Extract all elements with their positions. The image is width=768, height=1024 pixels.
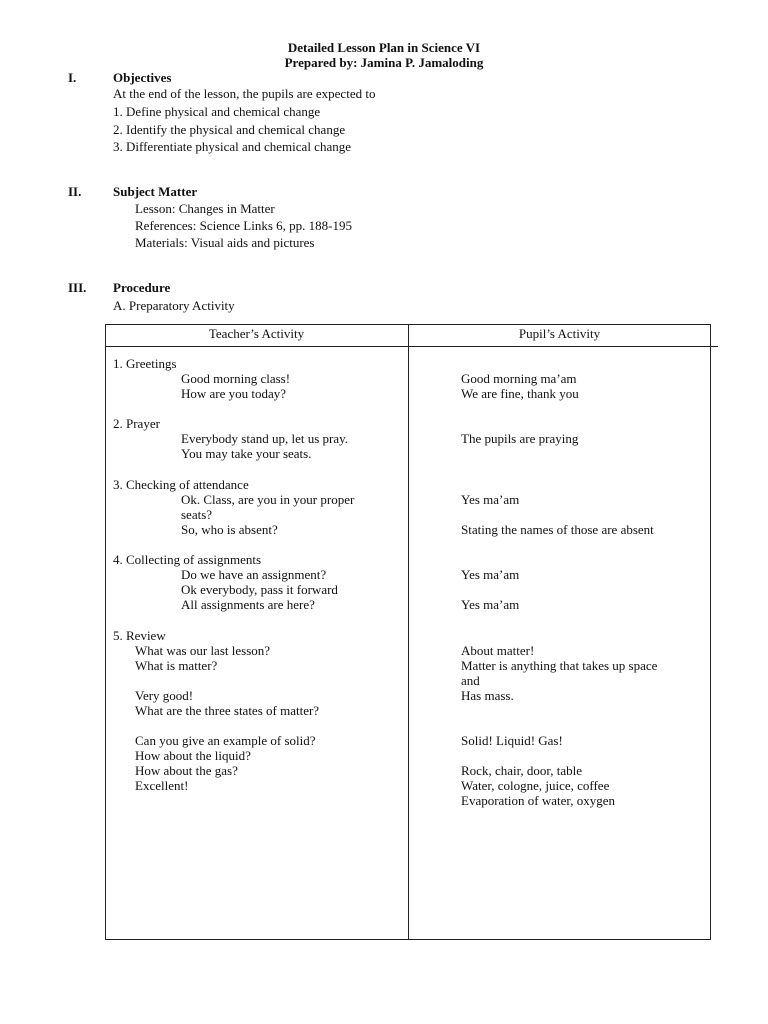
section-numeral-subject-matter: II. (68, 184, 82, 199)
teacher-item-heading: 2. Prayer (113, 416, 160, 431)
column-header-teacher: Teacher’s Activity (208, 326, 305, 341)
pupil-line: The pupils are praying (461, 431, 579, 446)
pupil-line: Water, cologne, juice, coffee (461, 778, 610, 793)
teacher-line: Can you give an example of solid? (135, 733, 316, 748)
teacher-item-heading: 5. Review (113, 628, 166, 643)
teacher-line: Very good! (135, 688, 194, 703)
pupil-line: Good morning ma’am (461, 371, 577, 386)
teacher-line: Excellent! (135, 778, 189, 793)
teacher-item-heading: 4. Collecting of assignments (113, 552, 262, 567)
teacher-line: Good morning class! (181, 371, 291, 386)
teacher-line: Do we have an assignment? (181, 567, 327, 582)
teacher-line: Everybody stand up, let us pray. (181, 431, 349, 446)
pupil-line: Solid! Liquid! Gas! (461, 733, 563, 748)
objectives-intro: At the end of the lesson, the pupils are expected to (113, 86, 376, 101)
subject-references: References: Science Links 6, pp. 188-195 (135, 218, 352, 233)
teacher-line: You may take your seats. (181, 446, 312, 461)
subject-lesson: Lesson: Changes in Matter (135, 201, 275, 216)
teacher-line: So, who is absent? (181, 522, 278, 537)
pupil-line: Has mass. (461, 688, 514, 703)
pupil-line: About matter! (461, 643, 535, 658)
pupil-line: Rock, chair, door, table (461, 763, 582, 778)
objective-item: 3. Differentiate physical and chemical change (113, 139, 351, 154)
teacher-line: What is matter? (135, 658, 218, 673)
teacher-line: What was our last lesson? (135, 643, 271, 658)
pupil-line: We are fine, thank you (461, 386, 579, 401)
pupil-line: Yes ma’am (461, 567, 520, 582)
section-heading-subject-matter: Subject Matter (113, 184, 198, 199)
teacher-line: How about the gas? (135, 763, 238, 778)
table-column-divider (408, 324, 409, 940)
teacher-item-heading: 1. Greetings (113, 356, 177, 371)
teacher-line: What are the three states of matter? (135, 703, 320, 718)
procedure-subheading: A. Preparatory Activity (113, 298, 235, 313)
section-heading-objectives: Objectives (113, 70, 172, 85)
column-header-pupil: Pupil’s Activity (518, 326, 601, 341)
section-numeral-procedure: III. (68, 280, 87, 295)
pupil-line: Stating the names of those are absent (461, 522, 654, 537)
objective-item: 1. Define physical and chemical change (113, 104, 321, 119)
pupil-line: Evaporation of water, oxygen (461, 793, 615, 808)
pupil-line: and (461, 673, 480, 688)
pupil-line: Matter is anything that takes up space (461, 658, 658, 673)
teacher-line: Ok everybody, pass it forward (181, 582, 338, 597)
teacher-line: Ok. Class, are you in your proper (181, 492, 355, 507)
table-header-divider (105, 346, 718, 347)
teacher-line: How about the liquid? (135, 748, 251, 763)
objective-item: 2. Identify the physical and chemical change (113, 122, 346, 137)
document-title: Detailed Lesson Plan in Science VI (287, 40, 481, 55)
prepared-by: Prepared by: Jamina P. Jamaloding (284, 55, 484, 70)
section-numeral-objectives: I. (68, 70, 77, 85)
teacher-item-heading: 3. Checking of attendance (113, 477, 249, 492)
teacher-line: seats? (181, 507, 213, 522)
pupil-line: Yes ma’am (461, 597, 520, 612)
subject-materials: Materials: Visual aids and pictures (135, 235, 315, 250)
section-heading-procedure: Procedure (113, 280, 171, 295)
pupil-line: Yes ma’am (461, 492, 520, 507)
teacher-line: How are you today? (181, 386, 287, 401)
teacher-line: All assignments are here? (181, 597, 315, 612)
